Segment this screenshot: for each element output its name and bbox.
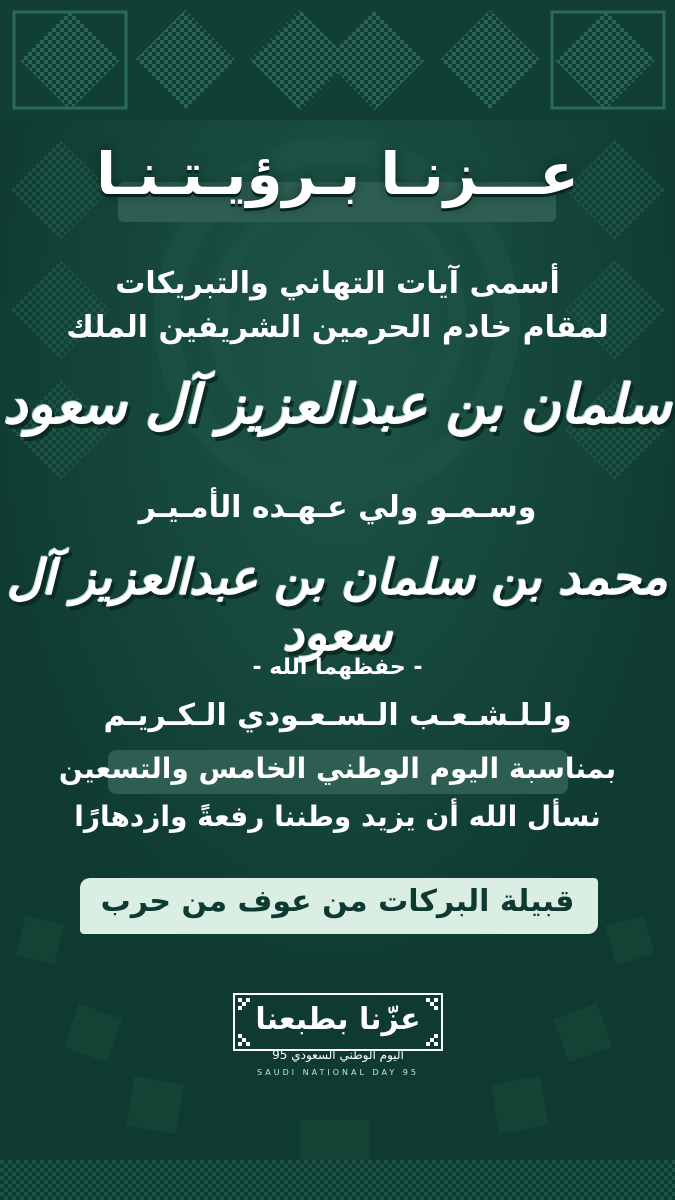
page-title: عـــزنـا بـرؤيـتـنـا xyxy=(96,140,579,208)
logo-subtitle: اليوم الوطني السعودي 95 xyxy=(272,1048,404,1062)
national-day-logo xyxy=(232,992,444,1088)
crown-prince-title: وسـمـو ولي عـهـده الأمـيـر xyxy=(138,490,537,525)
logo-main-text: عزّنا بطبعنا xyxy=(255,1002,421,1037)
logo-english: SAUDI NATIONAL DAY 95 xyxy=(257,1068,419,1077)
intro-line-1: أسمى آيات التهاني والتبريكات xyxy=(115,266,560,301)
king-name-calligraphy: سلمان بن عبدالعزيز آل سعود xyxy=(3,372,672,436)
intro-line-2: لمقام خادم الحرمين الشريفين الملك xyxy=(66,310,609,345)
tribe-name: قبيلة البركات من عوف من حرب xyxy=(100,884,575,919)
prayer-text: نسأل الله أن يزيد وطننا رفعةً وازدهارًا xyxy=(74,800,601,833)
people-greeting: ولـلـشـعـب الـسـعـودي الـكـريـم xyxy=(103,698,572,733)
crown-prince-name-calligraphy: محمد بن سلمان بن عبدالعزيز آل سعود xyxy=(7,550,668,662)
occasion-text: بمناسبة اليوم الوطني الخامس والتسعين xyxy=(58,752,617,785)
prayer-short: - حفظهما الله - xyxy=(252,655,423,680)
